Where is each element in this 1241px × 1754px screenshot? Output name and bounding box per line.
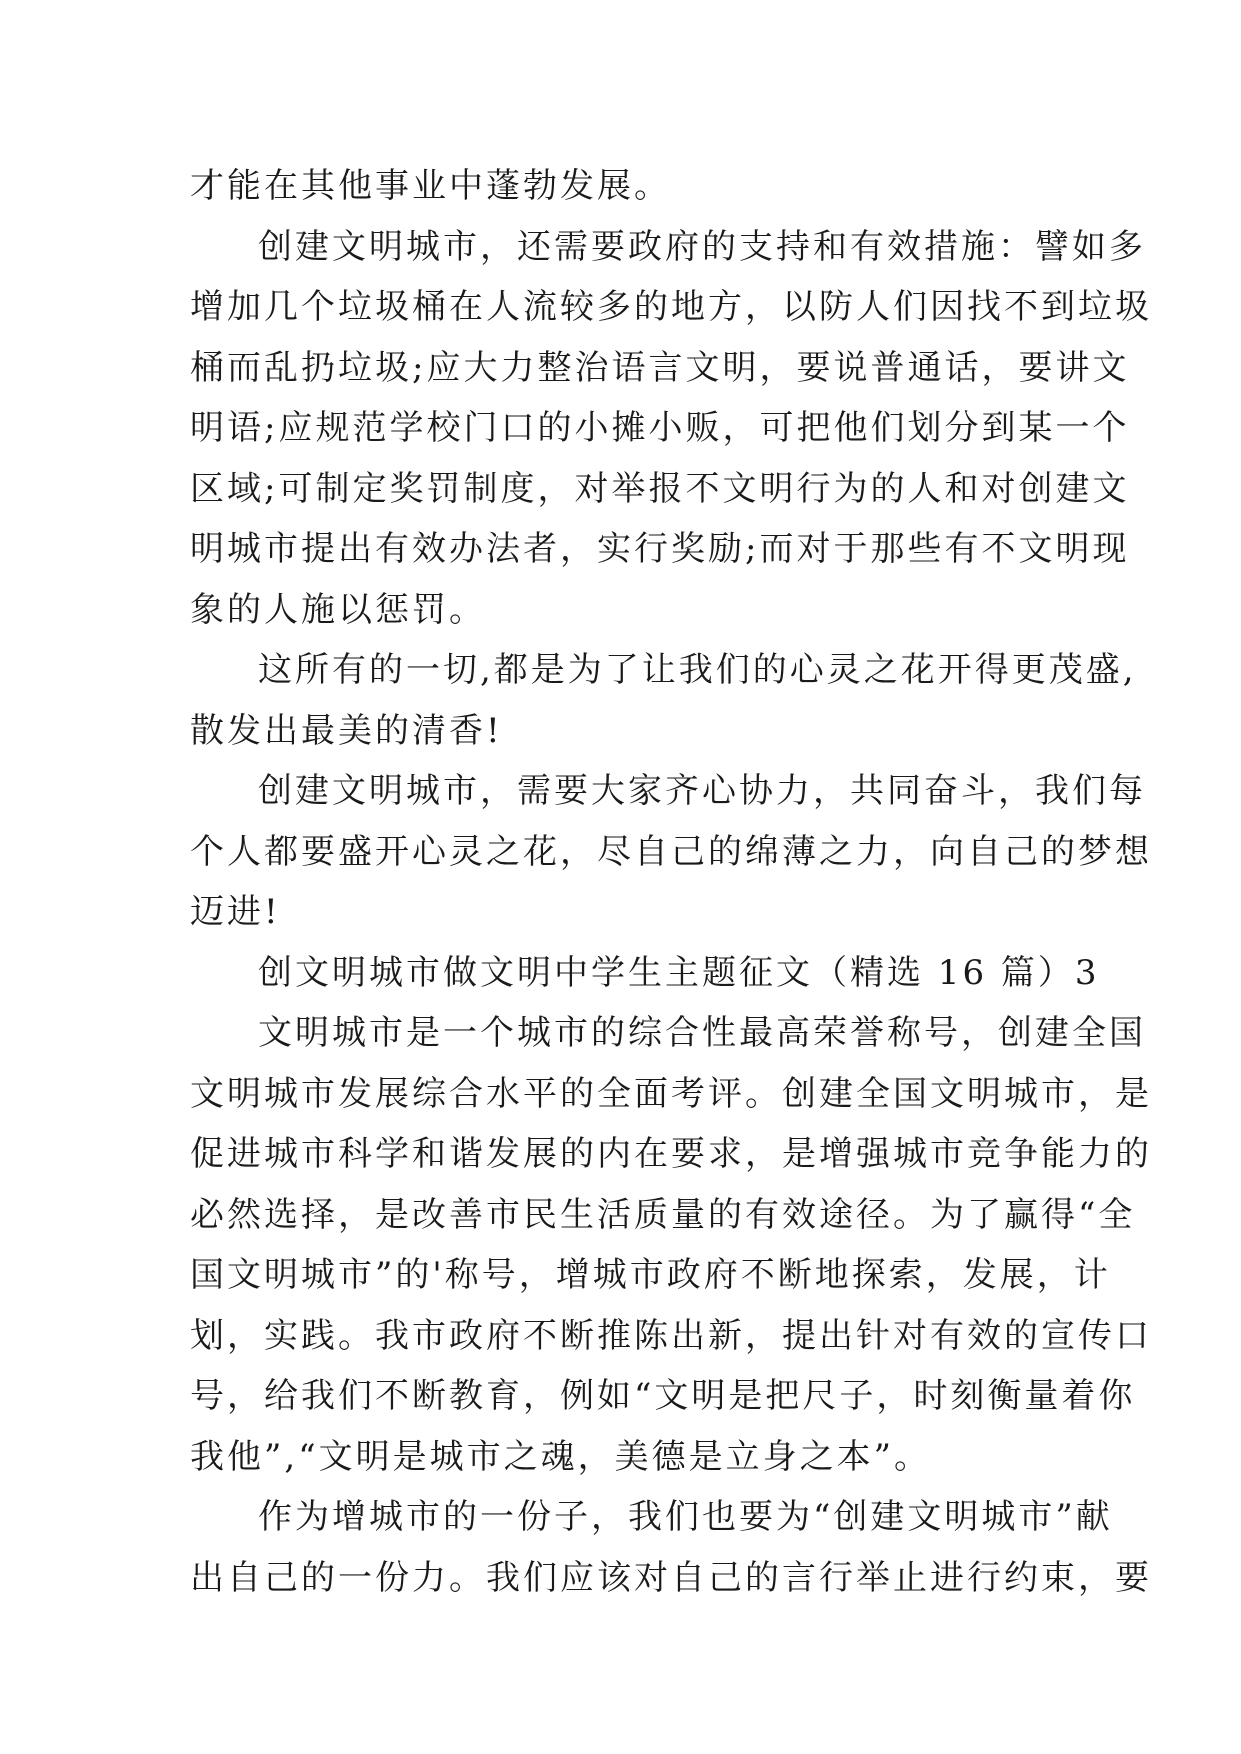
text-line: 个人都要盛开心灵之花，尽自己的绵薄之力，向自己的梦想 [190,831,1152,872]
text-line: 迈进! [190,892,281,932]
document-body [190,156,1152,1608]
text-line: 明语;应规范学校门口的小摊小贩，可把他们划分到某一个 [190,408,1130,448]
text-line: 明城市提出有效办法者，实行奖励;而对于那些有不文明现 [190,529,1130,569]
text-line: 出自己的一份力。我们应该对自己的言行举止进行约束，要 [190,1557,1152,1598]
text-line: 我他”,“文明是城市之魂，美德是立身之本”。 [190,1436,931,1477]
section-heading: 创文明城市做文明中学生主题征文（精选 16 篇）3 [258,952,1100,993]
text-line: 号，给我们不断教育，例如“文明是把尺子，时刻衡量着你 [190,1376,1136,1416]
text-line: 作为增城市的一份子，我们也要为“创建文明城市”献 [258,1497,1113,1537]
text-line: 创建文明城市，还需要政府的支持和有效措施：譬如多 [258,226,1146,267]
text-line: 才能在其他事业中蓬勃发展。 [190,166,671,206]
text-line: 文明城市发展综合水平的全面考评。创建全国文明城市，是 [190,1073,1152,1114]
text-line: 文明城市是一个城市的综合性最高荣誉称号，创建全国 [258,1013,1146,1053]
text-line: 桶而乱扔垃圾;应大力整治语言文明，要说普通话，要讲文 [190,347,1130,388]
text-line: 增加几个垃圾桶在人流较多的地方，以防人们因找不到垃圾 [190,287,1152,327]
text-line: 区域;可制定奖罚制度，对举报不文明行为的人和对创建文 [190,468,1130,509]
text-line: 这所有的一切,都是为了让我们的心灵之花开得更茂盛, [258,650,1137,690]
text-line: 划，实践。我市政府不断推陈出新，提出针对有效的宣传口 [190,1315,1152,1356]
text-line: 必然选择，是改善市民生活质量的有效途径。为了赢得“全 [190,1194,1136,1235]
text-line: 促进城市科学和谐发展的内在要求，是增强城市竞争能力的 [190,1134,1152,1174]
text-line: 创建文明城市，需要大家齐心协力，共同奋斗，我们每 [258,771,1146,811]
text-line: 散发出最美的清香! [190,710,503,751]
text-line: 象的人施以惩罚。 [190,589,486,630]
text-line: 国文明城市”的'称号，增城市政府不断地探索，发展，计 [190,1255,1111,1295]
